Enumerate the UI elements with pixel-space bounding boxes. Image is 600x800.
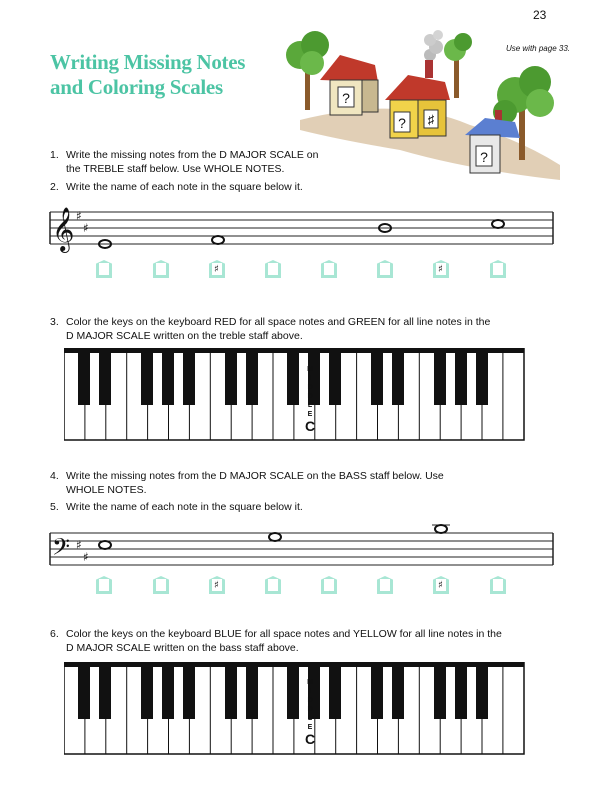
svg-text:?: ? [398, 115, 406, 131]
whole-note-icon [212, 236, 224, 244]
svg-text:?: ? [342, 90, 350, 106]
key-signature-sharp: ♯ [76, 209, 82, 223]
answer-box-inner [380, 263, 390, 275]
title-line-2: and Coloring Scales [50, 75, 223, 99]
use-with-note: Use with page 33. [505, 44, 570, 53]
instruction-1: 1. Write the missing notes from the D MAJOR SCALE on the TREBLE staff below. Use WHOLE NOTES. [50, 149, 319, 175]
sharp-symbol: ♯ [438, 580, 443, 591]
smoke-illustration [424, 30, 443, 61]
bass-clef-icon: 𝄢 [52, 533, 71, 566]
sharp-symbol: ♯ [214, 264, 219, 275]
middle-label: M I D D L E [307, 679, 313, 731]
key-signature-sharp: ♯ [83, 221, 89, 235]
tree-illustration [286, 31, 329, 110]
treble-clef-icon: 𝄞 [52, 207, 75, 251]
answer-box-inner [493, 579, 503, 591]
answer-box-inner [156, 263, 166, 275]
tree-illustration [444, 33, 472, 98]
house-illustration [385, 60, 450, 138]
whole-note-icon [435, 525, 447, 533]
svg-text:♯: ♯ [427, 112, 435, 127]
instruction-6: 6. Color the keys on the keyboard BLUE for all space notes and YELLOW for all line notes in the D MAJOR SCALE written on the bass staff above. [50, 628, 502, 654]
answer-box-inner [99, 579, 109, 591]
page-number: 23 [533, 8, 547, 22]
sharp-symbol: ♯ [438, 264, 443, 275]
middle-c-label: C [305, 731, 316, 747]
answer-box-inner [156, 579, 166, 591]
treble-answer-boxes [0, 260, 600, 282]
sharp-symbol: ♯ [214, 580, 219, 591]
answer-box-inner [268, 579, 278, 591]
instruction-5: 5. Write the name of each note in the square below it. [50, 501, 303, 513]
whole-note-icon [269, 533, 281, 541]
answer-box-inner [493, 263, 503, 275]
key-signature-sharp: ♯ [76, 538, 82, 552]
answer-box-inner [380, 579, 390, 591]
bass-staff [0, 512, 600, 582]
house-illustration [320, 55, 378, 115]
answer-box-inner [324, 263, 334, 275]
answer-box-inner [99, 263, 109, 275]
keyboard-treble [64, 348, 534, 443]
middle-c-label: C [305, 418, 316, 434]
instruction-3: 3. Color the keys on the keyboard RED for all space notes and GREEN for all line notes in the D MAJOR SCALE written on the treble staff above. [50, 316, 491, 342]
keyboard-bass [64, 662, 534, 757]
answer-box-inner [324, 579, 334, 591]
instruction-4: 4. Write the missing notes from the D MAJOR SCALE on the BASS staff below. Use WHOLE NOTES. [50, 470, 444, 496]
answer-box-inner [268, 263, 278, 275]
key-signature-sharp: ♯ [83, 550, 89, 564]
title-line-1: Writing Missing Notes [50, 50, 246, 74]
whole-note-icon [99, 541, 111, 549]
whole-note-icon [492, 220, 504, 228]
instruction-2: 2. Write the name of each note in the square below it. [50, 181, 303, 193]
bass-answer-boxes [0, 576, 600, 598]
middle-label: M I D D L E [307, 366, 313, 418]
svg-text:?: ? [480, 149, 488, 165]
